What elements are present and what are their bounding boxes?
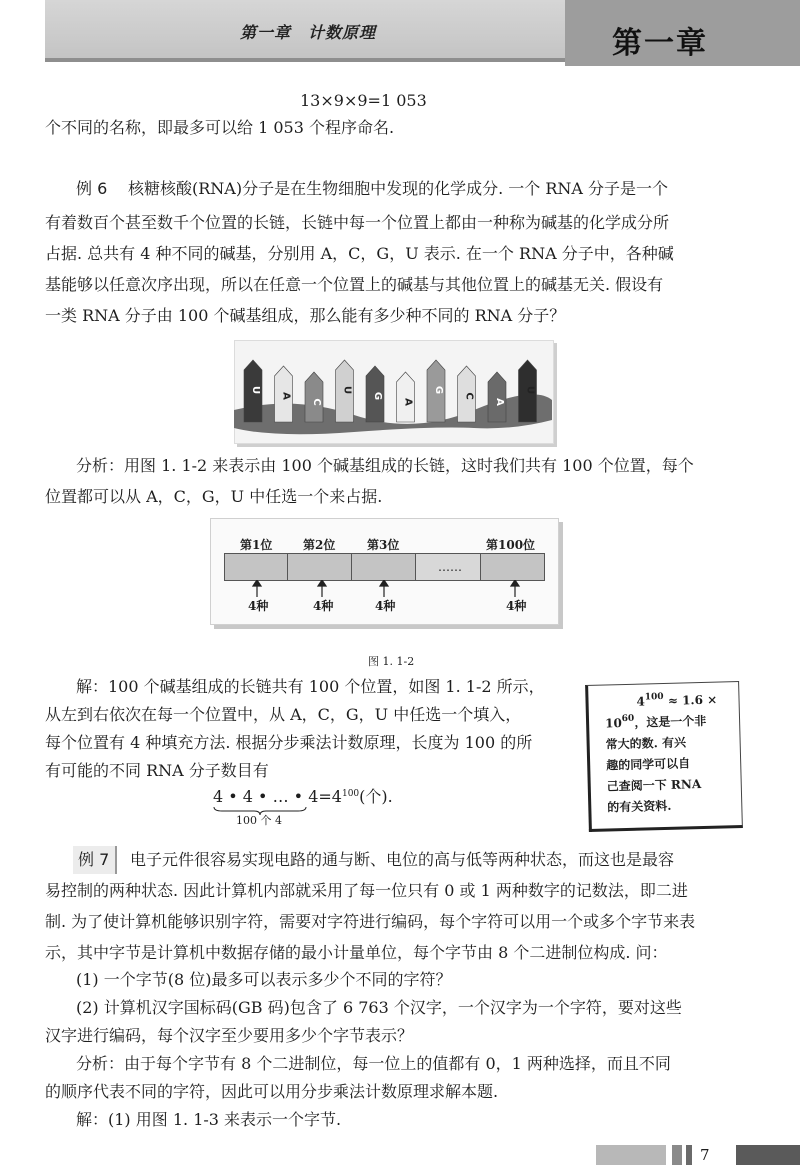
- rna-base-letter: A: [402, 398, 414, 406]
- choice-count: 4种: [375, 599, 396, 613]
- note-exponent: 100: [644, 691, 664, 703]
- rna-base-letter: A: [280, 392, 292, 400]
- question-line: (1) 一个字节(8 位)最多可以表示多少个不同的字符？: [76, 970, 452, 989]
- choice-count: 4种: [248, 599, 269, 613]
- rna-base-letter: U: [250, 385, 261, 395]
- arrow-up-icon: [253, 580, 261, 586]
- running-title: 第一章 计数原理: [240, 23, 377, 42]
- solution-line: 从左到右依次在每一个位置中，从 A，C，G，U 中任选一个填入，: [45, 705, 522, 724]
- example-6-line: 核糖核酸(RNA)分子是在生物细胞中发现的化学成分. 一个 RNA 分子是一个: [128, 179, 669, 198]
- position-label: 第2位: [303, 538, 336, 552]
- note-line: 的有关资料.: [607, 798, 672, 815]
- note-line: [636, 691, 717, 712]
- rna-base: [458, 366, 476, 422]
- position-label: 第3位: [367, 538, 400, 552]
- note-power-exponent: 60: [621, 713, 635, 725]
- position-label: 第1位: [240, 538, 273, 552]
- rna-base: [427, 360, 445, 422]
- rna-base-letter: G: [433, 385, 444, 395]
- rna-base: [336, 360, 354, 422]
- arrow-up-icon: [318, 580, 326, 586]
- solution-line: 有可能的不同 RNA 分子数目有: [45, 761, 269, 780]
- choice-count: 4种: [506, 599, 527, 613]
- rna-base-letter: G: [372, 391, 383, 401]
- product-equals: =4: [318, 787, 342, 806]
- rna-base: [488, 372, 506, 422]
- rna-base-letter: U: [524, 385, 536, 395]
- footer-bars: [560, 1143, 800, 1167]
- chain-cell: [224, 553, 288, 581]
- analysis-line: 分析：用图 1. 1-2 来表示由 100 个碱基组成的长链，这时我们共有 100 个位置，每个: [76, 456, 694, 475]
- chain-cell: [480, 553, 545, 581]
- rna-base: [366, 366, 384, 422]
- example-7-line: 制. 为了使计算机能够识别字符，需要对字符进行编码，每个字符可以用一个或多个字节来表: [45, 912, 696, 931]
- rna-base: [244, 360, 262, 422]
- analysis-line: 分析：由于每个字节有 8 个二进制位，每一位上的值都有 0，1 两种选择，而且不同: [76, 1054, 671, 1073]
- rna-base-letter: U: [341, 385, 353, 395]
- product-factors: 4 • 4 • … • 4: [213, 787, 319, 806]
- example-7-line: 电子元件很容易实现电路的通与断、电位的高与低等两种状态，而这也是最容: [130, 850, 675, 869]
- solution-line: 每个位置有 4 种填充方法. 根据分步乘法计数原理，长度为 100 的所: [45, 733, 533, 752]
- rna-base-letter: C: [463, 392, 475, 400]
- rna-base: [275, 366, 293, 422]
- note-line: 常大的数. 有兴: [605, 735, 687, 752]
- choice-count: 4种: [313, 599, 334, 613]
- chapter-tab-label: 第一章: [612, 26, 708, 61]
- example-6-line: 一类 RNA 分子由 100 个碱基组成，那么能有多少种不同的 RNA 分子？: [45, 306, 566, 325]
- rna-base: [397, 372, 415, 422]
- ellipsis-label: ……: [438, 560, 462, 574]
- note-line: [605, 712, 707, 734]
- note-power-base: 10: [604, 716, 622, 731]
- page-number: 7: [700, 1146, 710, 1164]
- solution-line: 解：(1) 用图 1. 1-3 来表示一个字节.: [76, 1110, 342, 1129]
- example-6-label: 例 6: [76, 179, 108, 198]
- example-6-line: 占据. 总共有 4 种不同的碱基，分别用 A，C，G，U 表示. 在一个 RNA 分子中，各种碱: [45, 244, 674, 263]
- example-6-line: 基能够以任意次序出现，所以在任意一个位置上的碱基与其他位置上的碱基无关. 假设有: [45, 275, 664, 294]
- example-6-line: 有着数百个甚至数千个位置的长链，长链中每一个位置上都由一种称为碱基的化学成分所: [45, 213, 670, 232]
- arrow-up-icon: [511, 580, 519, 586]
- question-line: (2) 计算机汉字国标码(GB 码)包含了 6 763 个汉字，一个汉字为一个字符，要对这些: [76, 998, 682, 1017]
- header-rule: [45, 58, 565, 62]
- analysis-line: 的顺序代表不同的字符，因此可以用分步乘法计数原理求解本题.: [45, 1082, 499, 1101]
- note-text: ，这是一个非: [634, 713, 707, 730]
- example-7-label: 例 7: [78, 850, 110, 869]
- chain-cell: [351, 553, 416, 581]
- rna-base: [519, 360, 537, 422]
- position-label: 第100位: [486, 538, 536, 552]
- product-unit: (个).: [359, 787, 393, 806]
- product-formula: [213, 786, 393, 808]
- example-7-line: 易控制的两种状态. 因此计算机内部就采用了每一位只有 0 或 1 两种数字的记数法，即二进: [45, 881, 688, 900]
- question-line: 汉字进行编码，每个汉字至少要用多少个字节表示？: [45, 1026, 414, 1045]
- example-7-line: 示，其中字节是计算机中数据存储的最小计量单位，每个字节由 8 个二进制位构成. 问：: [45, 943, 668, 962]
- rna-base-letter: C: [311, 398, 322, 406]
- note-line: 趣的同学可以自: [606, 756, 691, 773]
- paragraph-line: 个不同的名称，即最多可以给 1 053 个程序命名.: [45, 118, 395, 137]
- note-base: 4: [636, 694, 646, 709]
- arrow-up-icon: [380, 580, 388, 586]
- product-exponent: 100: [341, 789, 360, 799]
- formula-line: 13×9×9=1 053: [300, 91, 427, 110]
- note-approx: ≈ 1.6 ×: [663, 692, 718, 708]
- analysis-line: 位置都可以从 A，C，G，U 中任选一个来占据.: [45, 487, 383, 506]
- brace-label: 100 个 4: [236, 814, 282, 827]
- rna-base-letter: A: [494, 398, 505, 406]
- figure-caption: 图 1. 1-2: [368, 655, 415, 668]
- rna-base: [305, 372, 323, 422]
- chain-cell: [287, 553, 352, 581]
- solution-line: 解：100 个碱基组成的长链共有 100 个位置，如图 1. 1-2 所示，: [76, 677, 545, 696]
- rna-chain-graphic: [234, 340, 552, 442]
- note-line: 己查阅一下 RNA: [606, 777, 702, 794]
- side-note: [585, 681, 743, 832]
